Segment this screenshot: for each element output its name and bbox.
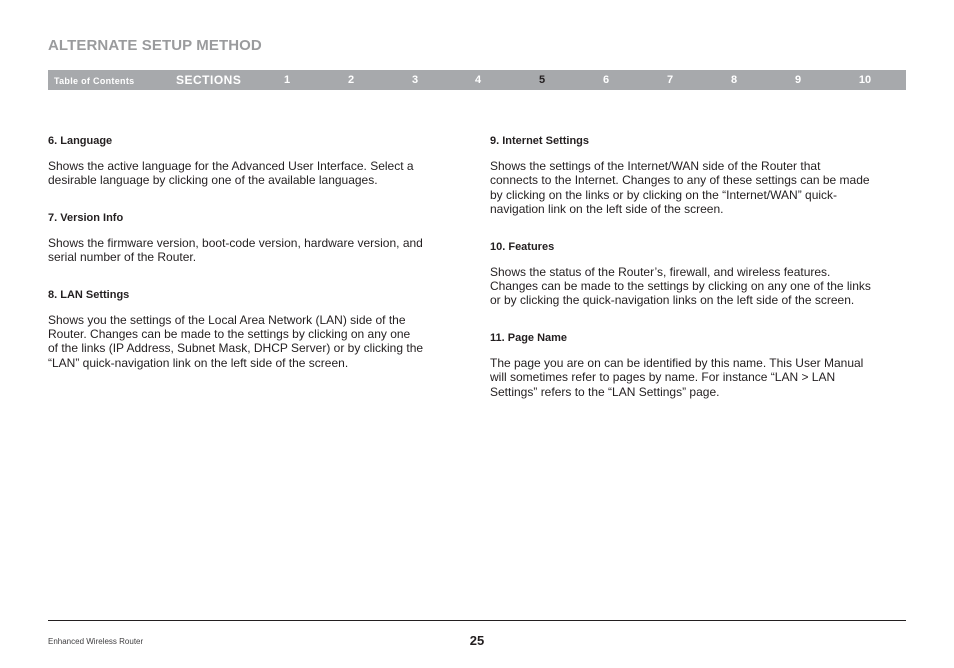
nav-section-8-link[interactable]: 8 bbox=[730, 74, 738, 86]
section-navigation-bar bbox=[48, 70, 906, 90]
section-lan-settings bbox=[48, 288, 460, 371]
table-of-contents-link[interactable]: Table of Contents bbox=[54, 76, 135, 86]
body-line: will sometimes refer to pages by name. For instance “LAN > LAN bbox=[490, 370, 836, 385]
section-body bbox=[48, 313, 460, 371]
footer-divider bbox=[48, 620, 906, 621]
section-features bbox=[490, 240, 902, 308]
nav-section-7-link[interactable]: 7 bbox=[666, 74, 674, 86]
left-column bbox=[48, 134, 460, 393]
section-version-info bbox=[48, 211, 460, 265]
nav-section-6-link[interactable]: 6 bbox=[602, 74, 610, 86]
section-body bbox=[490, 265, 902, 308]
nav-section-9-link[interactable]: 9 bbox=[794, 74, 802, 86]
body-line: The page you are on can be identified by this name. This User Manual bbox=[490, 355, 864, 370]
section-body bbox=[48, 236, 460, 265]
section-heading: 7. Version Info bbox=[48, 211, 124, 224]
page-number: 25 bbox=[469, 633, 485, 648]
section-heading: 10. Features bbox=[490, 240, 555, 253]
right-column bbox=[490, 134, 902, 422]
body-line: serial number of the Router. bbox=[48, 250, 197, 265]
body-line: navigation link on the left side of the screen. bbox=[490, 202, 724, 217]
nav-section-2-link[interactable]: 2 bbox=[347, 74, 355, 86]
section-language bbox=[48, 134, 460, 188]
body-line: Settings” refers to the “LAN Settings” page. bbox=[490, 384, 720, 399]
section-heading: 6. Language bbox=[48, 135, 113, 147]
body-line: Shows the active language for the Advanced User Interface. Select a bbox=[48, 159, 414, 173]
body-line: “LAN” quick-navigation link on the left side of the screen. bbox=[48, 355, 349, 370]
body-line: by clicking on the links or by clicking on the “Internet/WAN” quick- bbox=[490, 187, 838, 202]
body-line: of the links (IP Address, Subnet Mask, DHCP Server) or by clicking the bbox=[48, 341, 424, 356]
body-line: Shows the settings of the Internet/WAN side of the Router that bbox=[490, 159, 821, 173]
nav-section-1-link[interactable]: 1 bbox=[283, 74, 291, 86]
section-heading: 9. Internet Settings bbox=[490, 135, 590, 147]
section-body bbox=[490, 356, 902, 399]
section-heading: 8. LAN Settings bbox=[48, 288, 130, 301]
footer-product-name: Enhanced Wireless Router bbox=[48, 637, 144, 646]
section-body bbox=[490, 159, 902, 217]
body-line: connects to the Internet. Changes to any of these settings can be made bbox=[490, 173, 870, 188]
section-internet-settings bbox=[490, 134, 902, 217]
nav-section-3-link[interactable]: 3 bbox=[411, 74, 419, 86]
section-body bbox=[48, 159, 460, 188]
body-line: Router. Changes can be made to the settings by clicking on any one bbox=[48, 327, 411, 342]
nav-section-5-link[interactable]: 5 bbox=[538, 74, 546, 86]
nav-section-10-link[interactable]: 10 bbox=[858, 74, 872, 86]
page-header-title: ALTERNATE SETUP METHOD bbox=[48, 37, 262, 54]
body-line: Shows the firmware version, boot-code version, hardware version, and bbox=[48, 235, 423, 250]
body-line: Changes can be made to the settings by clicking on any one of the links bbox=[490, 279, 871, 294]
body-line: or by clicking the quick-navigation links on the left side of the screen. bbox=[490, 293, 855, 308]
body-line: Shows the status of the Router’s, firewall, and wireless features. bbox=[490, 264, 831, 279]
body-line: Shows you the settings of the Local Area Network (LAN) side of the bbox=[48, 312, 406, 327]
section-page-name bbox=[490, 331, 902, 399]
nav-section-4-link[interactable]: 4 bbox=[474, 74, 482, 86]
body-line: desirable language by clicking one of the available languages. bbox=[48, 173, 378, 188]
section-heading: 11. Page Name bbox=[490, 331, 568, 344]
sections-label: SECTIONS bbox=[176, 73, 242, 87]
